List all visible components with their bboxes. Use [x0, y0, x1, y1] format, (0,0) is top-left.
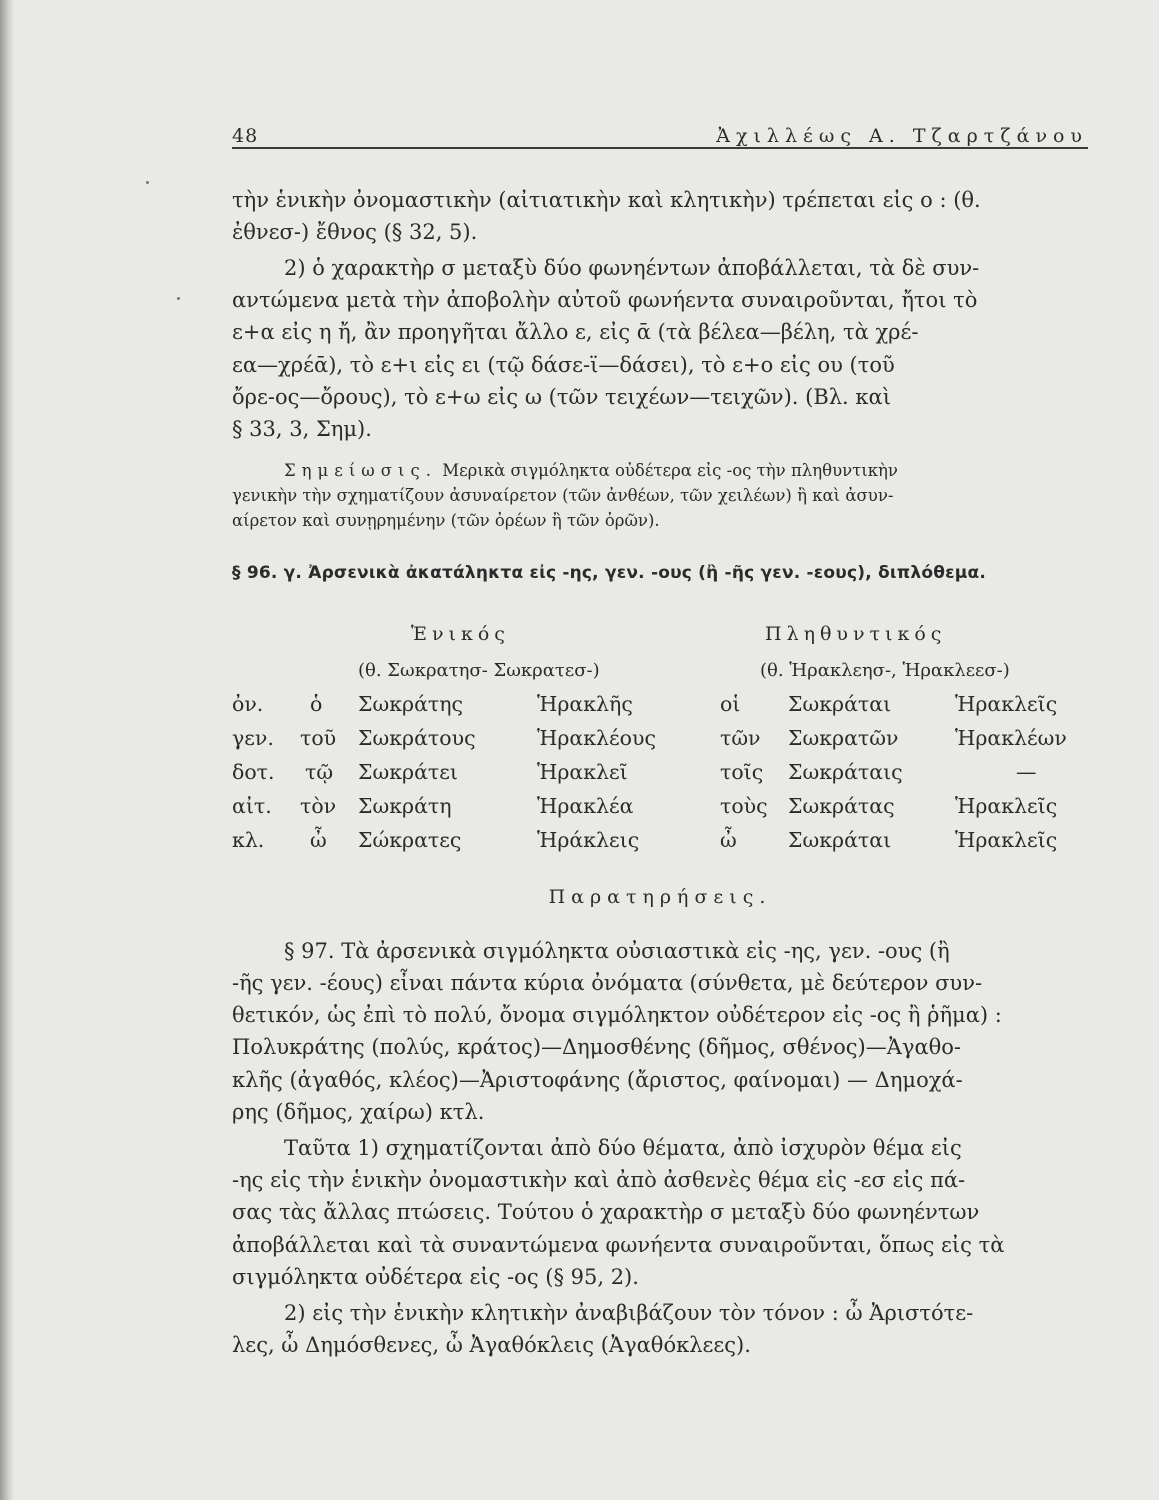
point2-line-2: αντώμενα μετὰ τὴν ἀποβολὴν αὐτοῦ φωνήεντα συναιροῦνται, ἤτοι τὸ	[232, 288, 978, 312]
section-96-heading: § 96. γ. Ἀρσενικὰ ἀκατάληκτα εἰς -ης, γεν. -ους (ἢ -ῆς γεν. -εους), διπλόθεμα.	[232, 563, 986, 583]
section-97-line-4: Πολυκράτης (πολύς, κράτος)—Δημοσθένης (δῆμος, σθένος)—Ἀγαθο-	[232, 1035, 962, 1059]
heracles-plural: Ἡρακλεῖς	[955, 828, 1058, 852]
heracles-plural: Ἡρακλέων	[955, 726, 1067, 750]
heracles-singular: Ἡρακλέα	[537, 794, 634, 818]
para3-line-2: λες, ὦ Δημόσθενες, ὦ Ἀγαθόκλεις (Ἀγαθόκλεες).	[232, 1333, 751, 1357]
para2-line-5: σιγμόληκτα οὐδέτερα εἰς -ος (§ 95, 2).	[232, 1265, 639, 1289]
socrates-plural: Σωκρατῶν	[788, 726, 899, 750]
article-plural: τῶν	[720, 726, 761, 750]
section-97-line-3: θετικόν, ὡς ἐπὶ τὸ πολύ, ὄνομα σιγμόληκτον οὐδέτερον εἰς -ος ἢ ῥῆμα) :	[232, 1003, 1002, 1027]
page-number: 48	[232, 125, 259, 147]
section-97-line-1: § 97. Τὰ ἀρσενικὰ σιγμόληκτα οὐσιαστικὰ εἰς -ης, γεν. -ους (ἢ	[284, 939, 950, 963]
intro-line-1: τὴν ἑνικὴν ὀνομαστικὴν (αἰτιατικὴν καὶ κλητικὴν) τρέπεται εἰς ο : (θ.	[232, 188, 981, 212]
section-97-line-2: -ῆς γεν. -έους) εἶναι πάντα κύρια ὀνόματα (σύνθετα, μὲ δεύτερον συν-	[232, 971, 983, 995]
socrates-plural: Σωκράταις	[788, 760, 903, 784]
heracles-singular: Ἡρακλεῖ	[537, 760, 628, 784]
para2-line-1: Ταῦτα 1) σχηματίζονται ἀπὸ δύο θέματα, ἀπὸ ἰσχυρὸν θέμα εἰς	[284, 1136, 962, 1160]
header-rule	[232, 147, 1088, 149]
point2-line-3: ε+α εἰς η ἤ, ἂν προηγῆται ἄλλο ε, εἰς ᾱ (τὰ βέλεα—βέλη, τὰ χρέ-	[232, 320, 919, 344]
point2-line-4: εα—χρέᾱ), τὸ ε+ι εἰς ει (τῷ δάσε-ϊ—δάσει), τὸ ε+ο εἰς ου (τοῦ	[232, 353, 895, 377]
case-label: αἰτ.	[232, 794, 272, 818]
note-line-1	[232, 459, 1088, 483]
plural-heading: Πληθυντικός	[765, 623, 947, 645]
case-label: γεν.	[232, 726, 274, 750]
singular-heading: Ἑνικός	[411, 623, 510, 645]
case-label: κλ.	[232, 828, 265, 852]
case-label: δοτ.	[232, 760, 275, 784]
article-singular: τῷ	[305, 760, 334, 784]
socrates-plural: Σωκράται	[788, 692, 892, 716]
note-text-1: Μερικὰ σιγμόληκτα οὐδέτερα εἰς -ος τὴν πληθυντικὴν	[442, 461, 898, 480]
heracles-plural: Ἡρακλεῖς	[955, 692, 1058, 716]
observations-heading: Παρατηρήσεις.	[548, 886, 772, 908]
scan-speck	[146, 181, 149, 184]
article-singular: ὦ	[310, 828, 327, 852]
note-label: Σημείωσις.	[284, 461, 437, 480]
page-edge-shadow	[0, 0, 14, 1500]
point2-line-6: § 33, 3, Σημ).	[232, 417, 372, 441]
heracles-singular: Ἡρακλέους	[537, 726, 656, 750]
article-singular: τὸν	[300, 794, 337, 818]
point2-line-1: 2) ὁ χαρακτὴρ σ μεταξὺ δύο φωνηέντων ἀποβάλλεται, τὰ δὲ συν-	[284, 256, 980, 280]
article-plural: ὦ	[720, 828, 737, 852]
section-97-line-5: κλῆς (ἀγαθός, κλέος)—Ἀριστοφάνης (ἄριστος, φαίνομαι) — Δημοχά-	[232, 1068, 963, 1092]
para2-line-3: σας τὰς ἄλλας πτώσεις. Τούτου ὁ χαρακτὴρ σ μεταξὺ δύο φωνηέντων	[232, 1200, 980, 1224]
socrates-singular: Σωκράτη	[358, 794, 452, 818]
socrates-singular: Σώκρατες	[358, 828, 462, 852]
heracles-plural: Ἡρακλεῖς	[955, 794, 1058, 818]
socrates-plural: Σωκράται	[788, 828, 892, 852]
note-line-2: γενικὴν τὴν σχηματίζουν ἀσυναίρετον (τῶν ἀνθέων, τῶν χειλέων) ἢ καὶ ἀσυν-	[232, 486, 894, 505]
note-line-3: αίρετον καὶ συνῃρημένην (τῶν ὀρέων ἢ τῶν ὀρῶν).	[232, 511, 660, 530]
article-plural: τοῖς	[720, 760, 764, 784]
heracles-plural-empty-dash: —	[1016, 760, 1037, 784]
article-singular: ὁ	[310, 692, 323, 716]
article-plural: τοὺς	[720, 794, 768, 818]
point2-line-5: ὄρε-ος—ὄρους), τὸ ε+ω εἰς ω (τῶν τειχέων—τειχῶν). (Βλ. καὶ	[232, 385, 891, 409]
article-plural: οἱ	[720, 692, 741, 716]
para2-line-2: -ης εἰς τὴν ἑνικὴν ὀνομαστικὴν καὶ ἀπὸ ἀσθενὲς θέμα εἰς -εσ εἰς πά-	[232, 1168, 966, 1192]
heracles-singular: Ἡράκλεις	[537, 828, 640, 852]
socrates-singular: Σωκράτης	[358, 692, 464, 716]
intro-line-2: ἐθνεσ-) ἔθνος (§ 32, 5).	[232, 220, 478, 244]
socrates-singular: Σωκράτει	[358, 760, 458, 784]
socrates-plural: Σωκράτας	[788, 794, 895, 818]
heracles-singular: Ἡρακλῆς	[537, 692, 633, 716]
article-singular: τοῦ	[300, 726, 337, 750]
plural-stems: (θ. Ἡρακλεησ-, Ἡρακλεεσ-)	[760, 660, 1010, 681]
socrates-singular: Σωκράτους	[358, 726, 476, 750]
running-header	[232, 125, 1088, 147]
para3-line-1: 2) εἰς τὴν ἑνικὴν κλητικὴν ἀναβιβάζουν τὸν τόνον : ὦ Ἀριστότε-	[284, 1301, 974, 1325]
section-97-line-6: ρης (δῆμος, χαίρω) κτλ.	[232, 1100, 485, 1124]
scan-speck	[177, 297, 180, 300]
singular-stems: (θ. Σωκρατησ- Σωκρατεσ-)	[358, 660, 600, 681]
case-label: ὀν.	[232, 692, 264, 716]
para2-line-4: ἀποβάλλεται καὶ τὰ συναντώμενα φωνήεντα συναιροῦνται, ὅπως εἰς τὰ	[232, 1233, 1005, 1257]
running-title: Ἀχιλλέως Α. Τζαρτζάνου	[716, 125, 1088, 147]
